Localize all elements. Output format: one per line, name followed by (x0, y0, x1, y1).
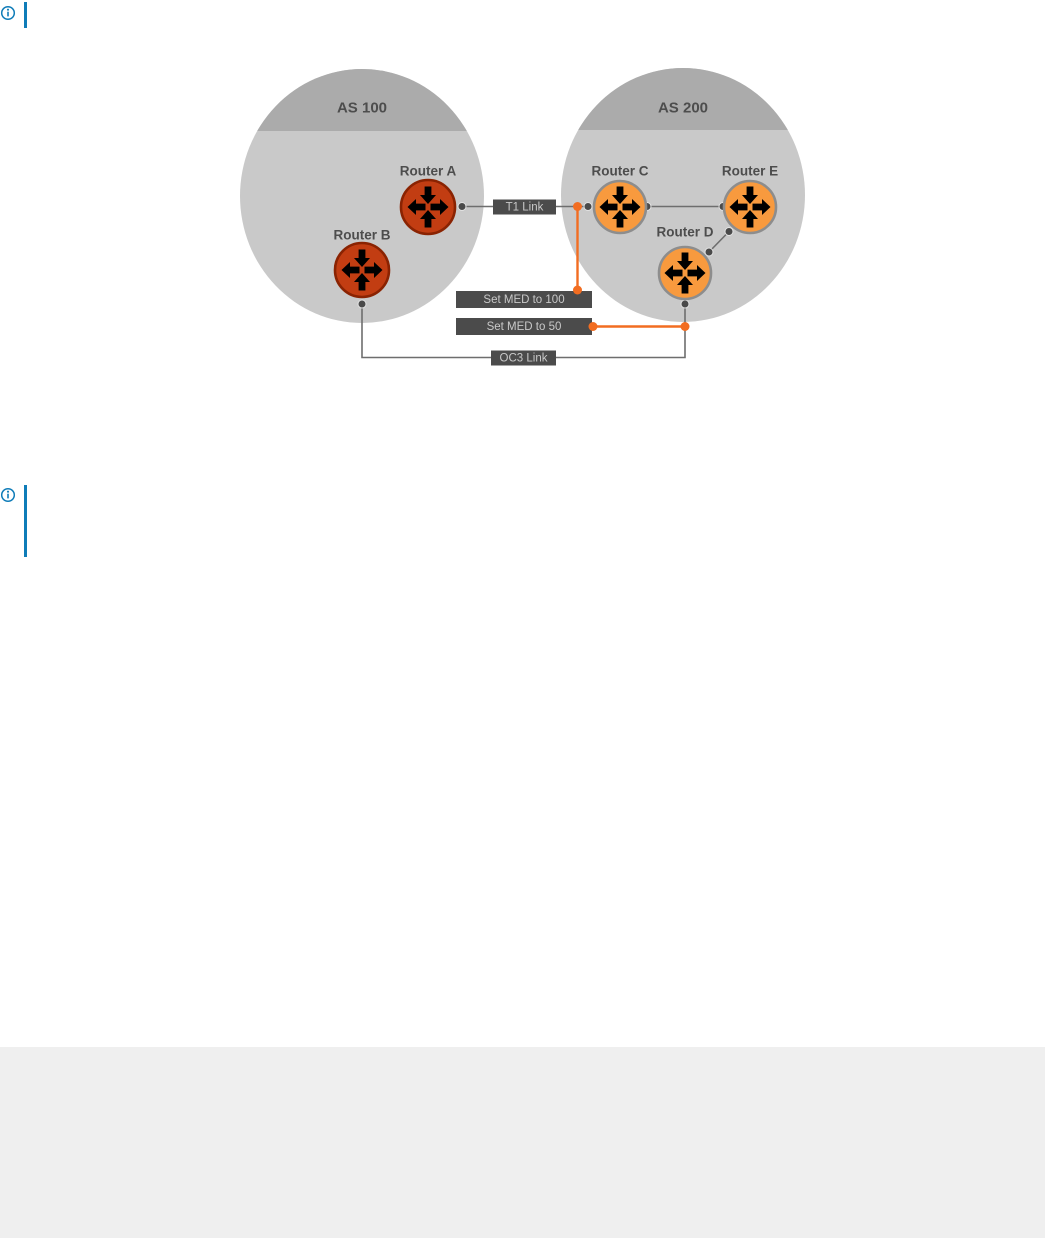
set-med-100-label (456, 291, 592, 308)
oc3-link-label (491, 351, 556, 366)
connection-dot (705, 248, 713, 256)
router-c-icon (594, 181, 646, 233)
set-med-50-label (456, 318, 592, 335)
router-d-label: Router D (656, 224, 714, 240)
router-e-icon (724, 181, 776, 233)
router-b-label: Router B (333, 227, 391, 243)
as-200-label: AS 200 (657, 99, 709, 117)
t1-link-text: T1 Link (505, 201, 544, 214)
med-junction-dot (573, 286, 582, 295)
router-a-label: Router A (399, 163, 457, 179)
as-100-label: AS 100 (336, 99, 388, 117)
router-e-label: Router E (721, 163, 779, 179)
page-footer (0, 1047, 1045, 1238)
med-junction-dot (681, 322, 690, 331)
set-med-100-text: Set MED to 100 (483, 294, 565, 306)
router-b-icon (335, 243, 389, 297)
connection-dot (681, 300, 689, 308)
set-med-50-text: Set MED to 50 (486, 321, 562, 333)
router-d-icon (659, 247, 711, 299)
note-divider (24, 485, 27, 557)
router-a-icon (401, 180, 455, 234)
t1-link-label (493, 200, 556, 215)
info-icon (0, 487, 16, 503)
connection-dot (584, 203, 592, 211)
network-diagram (0, 0, 1045, 420)
connection-dot (358, 300, 366, 308)
connection-dot (725, 228, 733, 236)
oc3-link-text: OC3 Link (499, 352, 548, 365)
connection-dot (458, 203, 466, 211)
med-junction-dot (589, 322, 598, 331)
med-junction-dot (573, 202, 582, 211)
router-c-label: Router C (591, 163, 649, 179)
